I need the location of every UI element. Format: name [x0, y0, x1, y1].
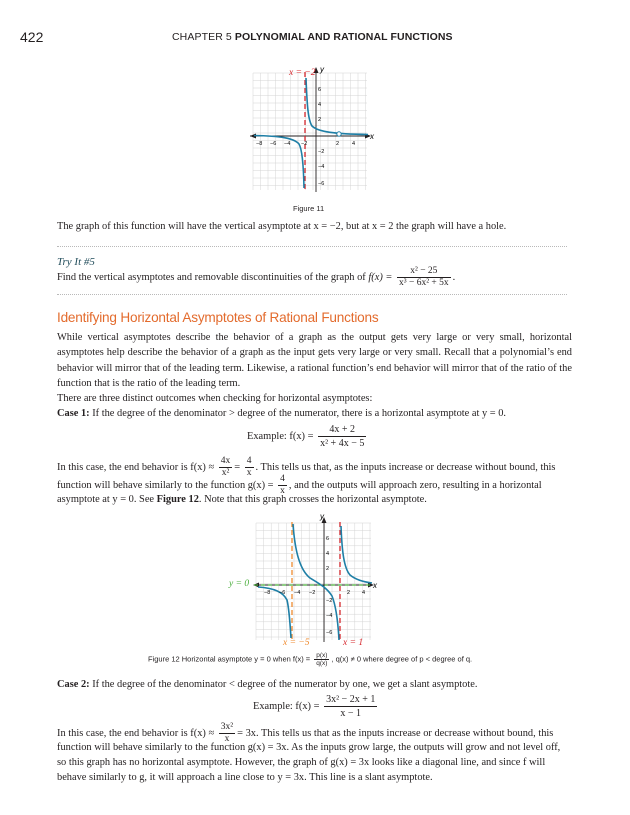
paragraph-horizontal-asymptotes-intro: While vertical asymptotes describe the behavior of a graph as the output gets very large or very small, horizontal asymptotes help describe the behavior of a graph as the input gets very large or very small. Recall that a polynomial’s end behavior will mirror that of the leading term. Likewise, a rational function’s end behavior will mirror that of the ratio of the function that is the ratio of the leading term.: [57, 332, 572, 390]
case-2-fraction-num: 3x²: [220, 722, 234, 732]
try-it-func-lhs: f(x) =: [368, 271, 393, 283]
figure-11-x-tick: −8: [256, 141, 263, 147]
case-1-explanation-c: , and the outputs will approach zero, resulting in a horizontal: [288, 479, 542, 491]
figure-12-caption-fraction: [314, 652, 329, 667]
figure-11-x-label: x: [370, 132, 374, 141]
case-2-example-numerator: 3x² − 2x + 1: [326, 694, 376, 705]
chapter-heading: [172, 31, 453, 43]
case-2-explanation-a: = 3x. This tells us that as the inputs increase or decrease without bound, this: [237, 727, 554, 739]
case-1-example-lhs: Example: f(x) =: [247, 430, 314, 442]
figure-12-reference: Figure 12: [156, 494, 199, 505]
figure-11-y-tick: −4: [318, 164, 325, 170]
case-1-end-behavior: In this case, the end behavior is f(x) ≈: [57, 461, 215, 473]
figure-12-curve-right: [341, 526, 372, 583]
figure-11-graph: [250, 64, 380, 194]
figure-12-v-left-label: x = −5: [283, 638, 310, 648]
try-it-bottom-rule: [57, 294, 567, 295]
case-2-example: [253, 693, 379, 720]
case-1-explanation-b: function will behave similarly to the function g(x) =: [57, 479, 274, 491]
case-2-label: Case 2:: [57, 679, 90, 690]
case-1-explanation-e: . Note that this graph crosses the horizontal asymptote.: [198, 494, 427, 505]
figure-11-y-tick: −6: [318, 181, 325, 187]
page-number: 422: [20, 29, 44, 45]
figure-11-y-tick: 2: [318, 117, 322, 123]
try-it-text: [57, 266, 577, 289]
figure-11-hole: [337, 132, 341, 136]
figure-12-y-tick: −6: [326, 630, 333, 636]
section-title: Identifying Horizontal Asymptotes of Rational Functions: [57, 310, 379, 325]
figure-12-grid: [256, 523, 371, 640]
case-1-fraction-c-num: 4: [280, 474, 285, 484]
figure-12-x-label: x: [373, 581, 377, 590]
figure-12-y-tick: −4: [326, 613, 333, 619]
case-2-example-lhs: Example: f(x) =: [253, 700, 320, 712]
case-2-explanation-line-4: behave similarly to g, it will approach a line close to y = 3x. This line is a slant asymptote.: [57, 772, 433, 783]
figure-11-x-tick: 4: [352, 141, 356, 147]
figure-12-caption-a: Figure 12 Horizontal asymptote y = 0 when f(x) =: [148, 654, 311, 664]
figure-11-curve-right: [306, 78, 368, 135]
chapter-label: CHAPTER 5: [172, 31, 232, 43]
figure-11-y-tick: 6: [318, 87, 322, 93]
case-2-statement: [57, 677, 577, 692]
figure-12-caption-num: p(x): [316, 652, 328, 659]
case-1-example: [247, 423, 368, 450]
figure-12-y-label: y: [320, 512, 324, 521]
try-it-text-after: .: [452, 271, 456, 283]
case-2-end-behavior: In this case, the end behavior is f(x) ≈: [57, 727, 215, 739]
figure-12-caption: [148, 652, 472, 667]
case-1-text: If the degree of the denominator > degree of the numerator, there is a horizontal asymptote at y = 0.: [89, 408, 506, 419]
case-2-text: If the degree of the denominator < degree of the numerator by one, we get a slant asymptote.: [89, 679, 478, 690]
case-2-example-denominator: x − 1: [340, 708, 362, 719]
case-2-explanation-line-2: function will behave similarly to the function g(x) = 3x. As the inputs grow large, the outputs will grow and not level off,: [57, 742, 561, 753]
paragraph-figure-11-description: The graph of this function will have the vertical asymptote at x = −2, but at x = 2 the graph will have a hole.: [57, 221, 507, 232]
try-it-title: Try It #5: [57, 256, 95, 268]
figure-11-x-tick: 2: [336, 141, 340, 147]
figure-12-graph: [250, 512, 380, 647]
case-1-fraction-b-num: 4: [246, 456, 252, 466]
figure-12-x-tick: 2: [347, 590, 351, 596]
case-1-statement: [57, 406, 577, 421]
figure-11-y-label: y: [320, 65, 324, 74]
try-it-text-before: Find the vertical asymptotes and removable discontinuities of the graph of: [57, 271, 369, 283]
figure-11-grid: [253, 73, 367, 190]
figure-12-v-right-label: x = 1: [343, 638, 364, 648]
figure-12-x-tick: −4: [294, 590, 301, 596]
figure-11-x-tick: −4: [284, 141, 291, 147]
figure-12-y-tick: 2: [326, 566, 330, 572]
figure-12-x-tick: −6: [279, 590, 286, 596]
try-it-func-denominator: x³ − 6x² + 5x: [399, 278, 449, 288]
figure-11-asymptote-label: x = −2: [289, 68, 316, 78]
case-1-explanation-line-3: [57, 492, 577, 507]
case-1-example-denominator: x² + 4x − 5: [320, 438, 365, 449]
figure-12-x-tick: −2: [309, 590, 316, 596]
case-1-fraction-b-den: x: [246, 468, 252, 478]
case-2-example-fraction: [324, 693, 377, 720]
case-1-explanation-d: asymptote at y = 0. See: [57, 494, 157, 505]
figure-11-y-tick: −2: [318, 149, 325, 155]
case-1-equals: =: [234, 461, 241, 473]
figure-11-x-tick: −2: [301, 141, 308, 147]
try-it-func-numerator: x² − 25: [397, 266, 451, 278]
case-1-explanation-a: . This tells us that, as the inputs increase or decrease without bound, this: [255, 461, 556, 473]
case-1-fraction-c-den: x: [280, 486, 285, 496]
case-1-fraction-a-num: 4x: [220, 456, 231, 466]
figure-11-y-tick: 4: [318, 102, 322, 108]
chapter-title: POLYNOMIAL AND RATIONAL FUNCTIONS: [234, 31, 453, 43]
case-2-fraction-den: x: [224, 734, 230, 744]
figure-12-x-tick: 4: [362, 590, 366, 596]
figure-12-caption-den: q(x): [316, 660, 328, 667]
figure-11-caption: Figure 11: [293, 204, 325, 213]
paragraph-three-outcomes: There are three distinct outcomes when checking for horizontal asymptotes:: [57, 393, 373, 404]
figure-12-y-tick: 4: [326, 551, 330, 557]
case-1-fraction-a-den: x²: [221, 468, 230, 478]
case-1-example-numerator: 4x + 2: [318, 423, 366, 437]
figure-12-x-tick: −8: [264, 590, 271, 596]
figure-12-h-asymptote-label: y = 0: [229, 579, 250, 589]
figure-12-y-tick: 6: [326, 536, 330, 542]
figure-11-x-tick: −6: [270, 141, 277, 147]
figure-12-caption-b: , q(x) ≠ 0 where degree of p < degree of q.: [331, 654, 473, 664]
figure-12-curve-left: [258, 587, 291, 638]
try-it-fraction: [397, 266, 451, 289]
figure-12-y-tick: −2: [326, 598, 333, 604]
try-it-top-rule: [57, 246, 567, 247]
case-1-label: Case 1:: [57, 408, 90, 419]
case-1-example-fraction: [318, 423, 366, 450]
case-2-explanation-line-3: so this graph has no horizontal asymptote. However, the graph of g(x) = 3x looks like a diagonal line, and since f will: [57, 757, 546, 768]
